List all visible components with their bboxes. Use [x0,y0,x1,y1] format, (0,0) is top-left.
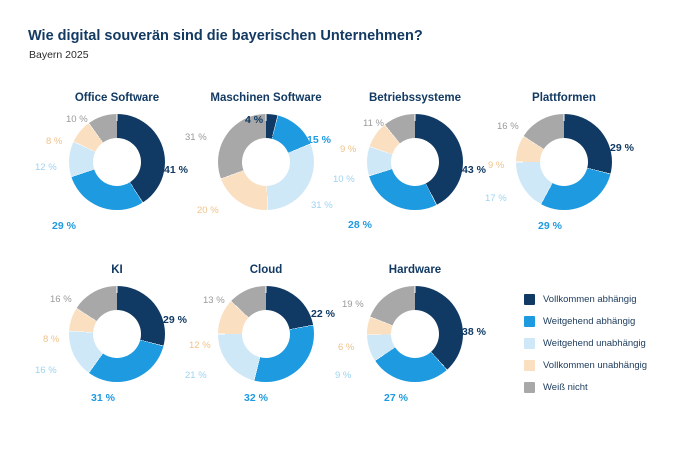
donut-hole [391,138,439,186]
slice-label-0: 29 % [610,142,634,154]
slice-label-3: 8 % [46,136,63,147]
slice-label-1: 32 % [244,392,268,404]
donut-chart-betriebssysteme [333,92,490,242]
donut-hole [242,310,290,358]
legend-item [524,310,647,332]
slice-label-1: 29 % [52,220,76,232]
chart-title: Hardware [388,264,442,276]
slice-label-4: 31 % [185,132,207,143]
slice-label-4: 16 % [497,121,519,132]
legend-swatch-weiss-nicht [524,382,535,393]
chart-title: Maschinen Software [210,92,322,104]
donut-chart-hardware [335,264,490,414]
donut-hole [391,310,439,358]
legend [524,288,647,398]
slice-label-0: 29 % [163,314,187,326]
donut-ring [367,286,463,382]
slice-label-2: 12 % [35,162,57,173]
slice-label-3: 9 % [340,144,357,155]
chart-title: Plattformen [532,92,596,104]
legend-label: Vollkommen unabhängig [543,359,648,371]
legend-swatch-vollkommen-unabhaengig [524,360,535,371]
slice-label-2: 17 % [485,193,507,204]
chart-title: KI [111,264,123,276]
legend-swatch-weitgehend-abhaengig [524,316,535,327]
slice-label-4: 16 % [50,294,72,305]
donut-hole [93,138,141,186]
donut-hole [540,138,588,186]
legend-swatch-weitgehend-unabhaengig [524,338,535,349]
legend-label: Weitgehend unabhängig [543,337,646,349]
slice-label-4: 11 % [363,118,384,129]
donut-chart-ki [35,264,192,414]
slice-label-1: 31 % [91,392,115,404]
slice-label-3: 12 % [189,340,211,351]
slice-label-0: 38 % [462,326,486,338]
slice-label-2: 31 % [311,200,333,211]
chart-title: Cloud [249,264,283,276]
legend-label: Vollkommen abhängig [543,293,637,305]
donut-ring [69,114,165,210]
legend-label: Weitgehend abhängig [543,315,636,327]
slice-label-2: 16 % [35,365,57,376]
slice-label-1: 28 % [348,219,372,231]
slice-label-3: 20 % [197,205,219,216]
donut-hole [93,310,141,358]
slice-label-2: 10 % [333,174,355,185]
donut-ring [69,286,165,382]
donut-chart-maschinen-software [185,92,341,242]
donut-chart-cloud [185,264,341,414]
slice-label-1: 15 % [307,134,331,146]
donut-ring [218,114,314,210]
slice-label-4: 10 % [66,114,88,125]
legend-swatch-vollkommen-abhaengig [524,294,535,305]
legend-item [524,376,647,398]
slice-label-2: 21 % [185,370,207,381]
legend-label: Weiß nicht [543,381,588,393]
legend-item [524,288,647,310]
donut-ring [516,114,612,210]
donut-ring [218,286,314,382]
donut-chart-office-software [35,92,192,242]
chart-title: Office Software [74,92,160,104]
slice-label-0: 41 % [164,164,188,176]
slice-label-0: 43 % [462,164,486,176]
slice-label-1: 27 % [384,392,408,404]
slice-label-4: 13 % [203,295,225,306]
donut-hole [242,138,290,186]
slice-label-3: 9 % [488,160,505,171]
chart-title: Betriebssysteme [368,92,462,104]
slice-label-0: 4 % [245,114,264,126]
legend-item [524,332,647,354]
legend-item [524,354,647,376]
page-title: Wie digital souverän sind die bayerischen Unternehmen? [28,28,423,44]
slice-label-1: 29 % [538,220,562,232]
slice-label-2: 9 % [335,370,352,381]
slice-label-4: 19 % [342,299,364,310]
slice-label-0: 22 % [311,308,335,320]
slice-label-3: 6 % [338,342,355,353]
donut-chart-plattformen [485,92,639,242]
slice-label-3: 8 % [43,334,60,345]
page-subtitle: Bayern 2025 [29,49,89,61]
